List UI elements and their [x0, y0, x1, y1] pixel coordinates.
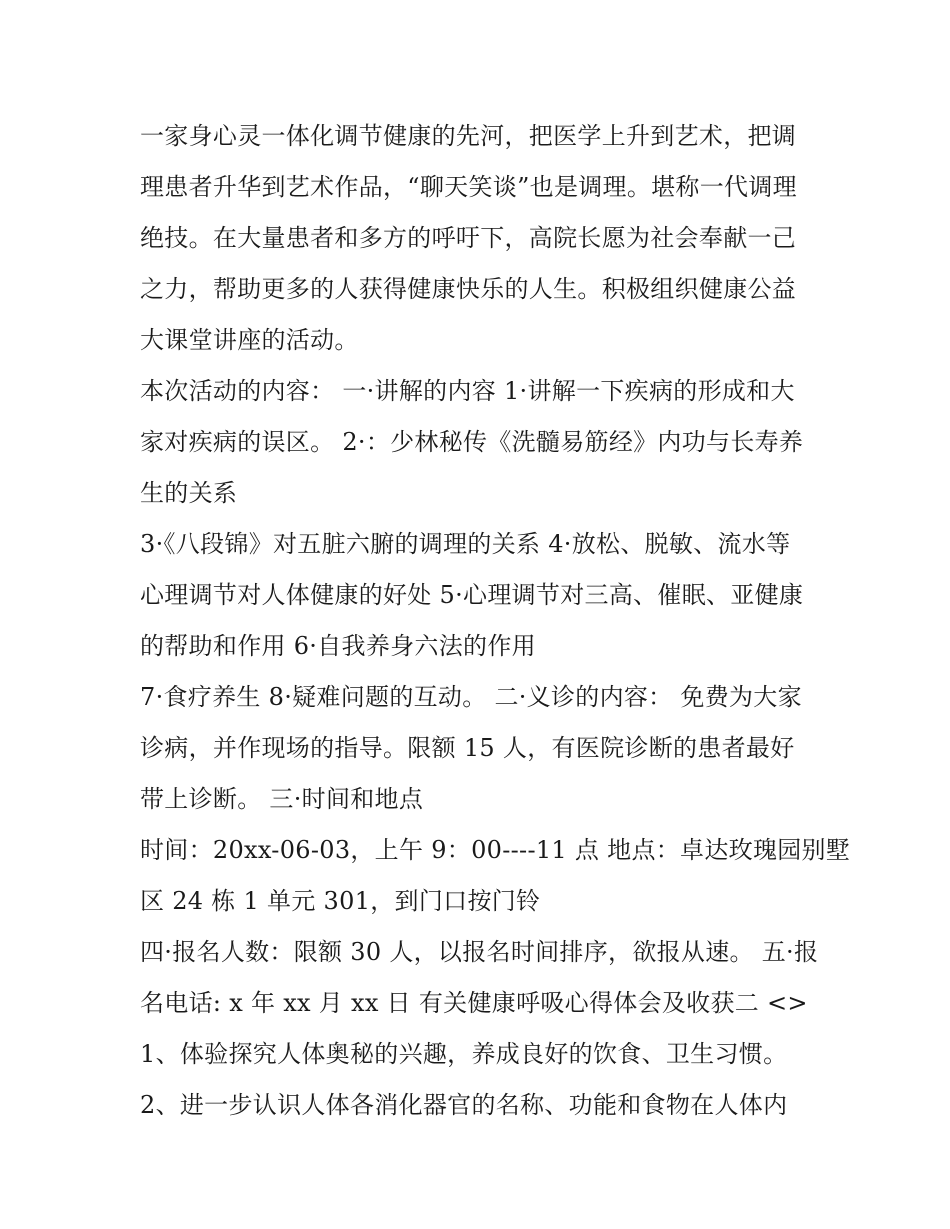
- text-line: 名电话: x 年 xx 月 xx 日 有关健康呼吸心得体会及收获二 <>: [140, 989, 808, 1017]
- text-line: 之力，帮助更多的人获得健康快乐的人生。积极组织健康公益: [140, 275, 797, 303]
- text-line: 心理调节对人体健康的好处 5·心理调节对三高、催眠、亚健康: [140, 581, 804, 609]
- text-line: 生的关系: [140, 479, 238, 507]
- document-body: [140, 111, 851, 1131]
- text-line: 1、体验探究人体奥秘的兴趣，养成良好的饮食、卫生习惯。: [140, 1040, 788, 1068]
- text-line: 区 24 栋 1 单元 301，到门口按门铃: [140, 887, 541, 915]
- text-line: 2、进一步认识人体各消化器官的名称、功能和食物在人体内: [140, 1091, 788, 1119]
- text-line: 诊病，并作现场的指导。限额 15 人，有医院诊断的患者最好: [140, 734, 795, 762]
- text-line: 7·食疗养生 8·疑难问题的互动。 二·义诊的内容： 免费为大家: [140, 683, 802, 711]
- text-line: 本次活动的内容： 一·讲解的内容 1·讲解一下疾病的形成和大: [140, 377, 795, 405]
- text-line: 四·报名人数：限额 30 人，以报名时间排序，欲报从速。 五·报: [140, 938, 819, 966]
- text-line: 理患者升华到艺术作品，“聊天笑谈”也是调理。堪称一代调理: [140, 173, 797, 201]
- text-line: 大课堂讲座的活动。: [140, 326, 359, 354]
- text-line: 的帮助和作用 6·自我养身六法的作用: [140, 632, 536, 660]
- text-line: 带上诊断。 三·时间和地点: [140, 785, 424, 813]
- text-line: 绝技。在大量患者和多方的呼吁下，高院长愿为社会奉献一己: [140, 224, 797, 252]
- text-line: 家对疾病的误区。 2·：少林秘传《洗髓易筋经》内功与长寿养: [140, 428, 804, 456]
- text-line: 时间：20xx-06-03，上午 9：00----11 点 地点：卓达玫瑰园别墅: [140, 836, 851, 864]
- text-line: 3·《八段锦》对五脏六腑的调理的关系 4·放松、脱敏、流水等: [140, 530, 791, 558]
- text-line: 一家身心灵一体化调节健康的先河，把医学上升到艺术，把调: [140, 122, 797, 150]
